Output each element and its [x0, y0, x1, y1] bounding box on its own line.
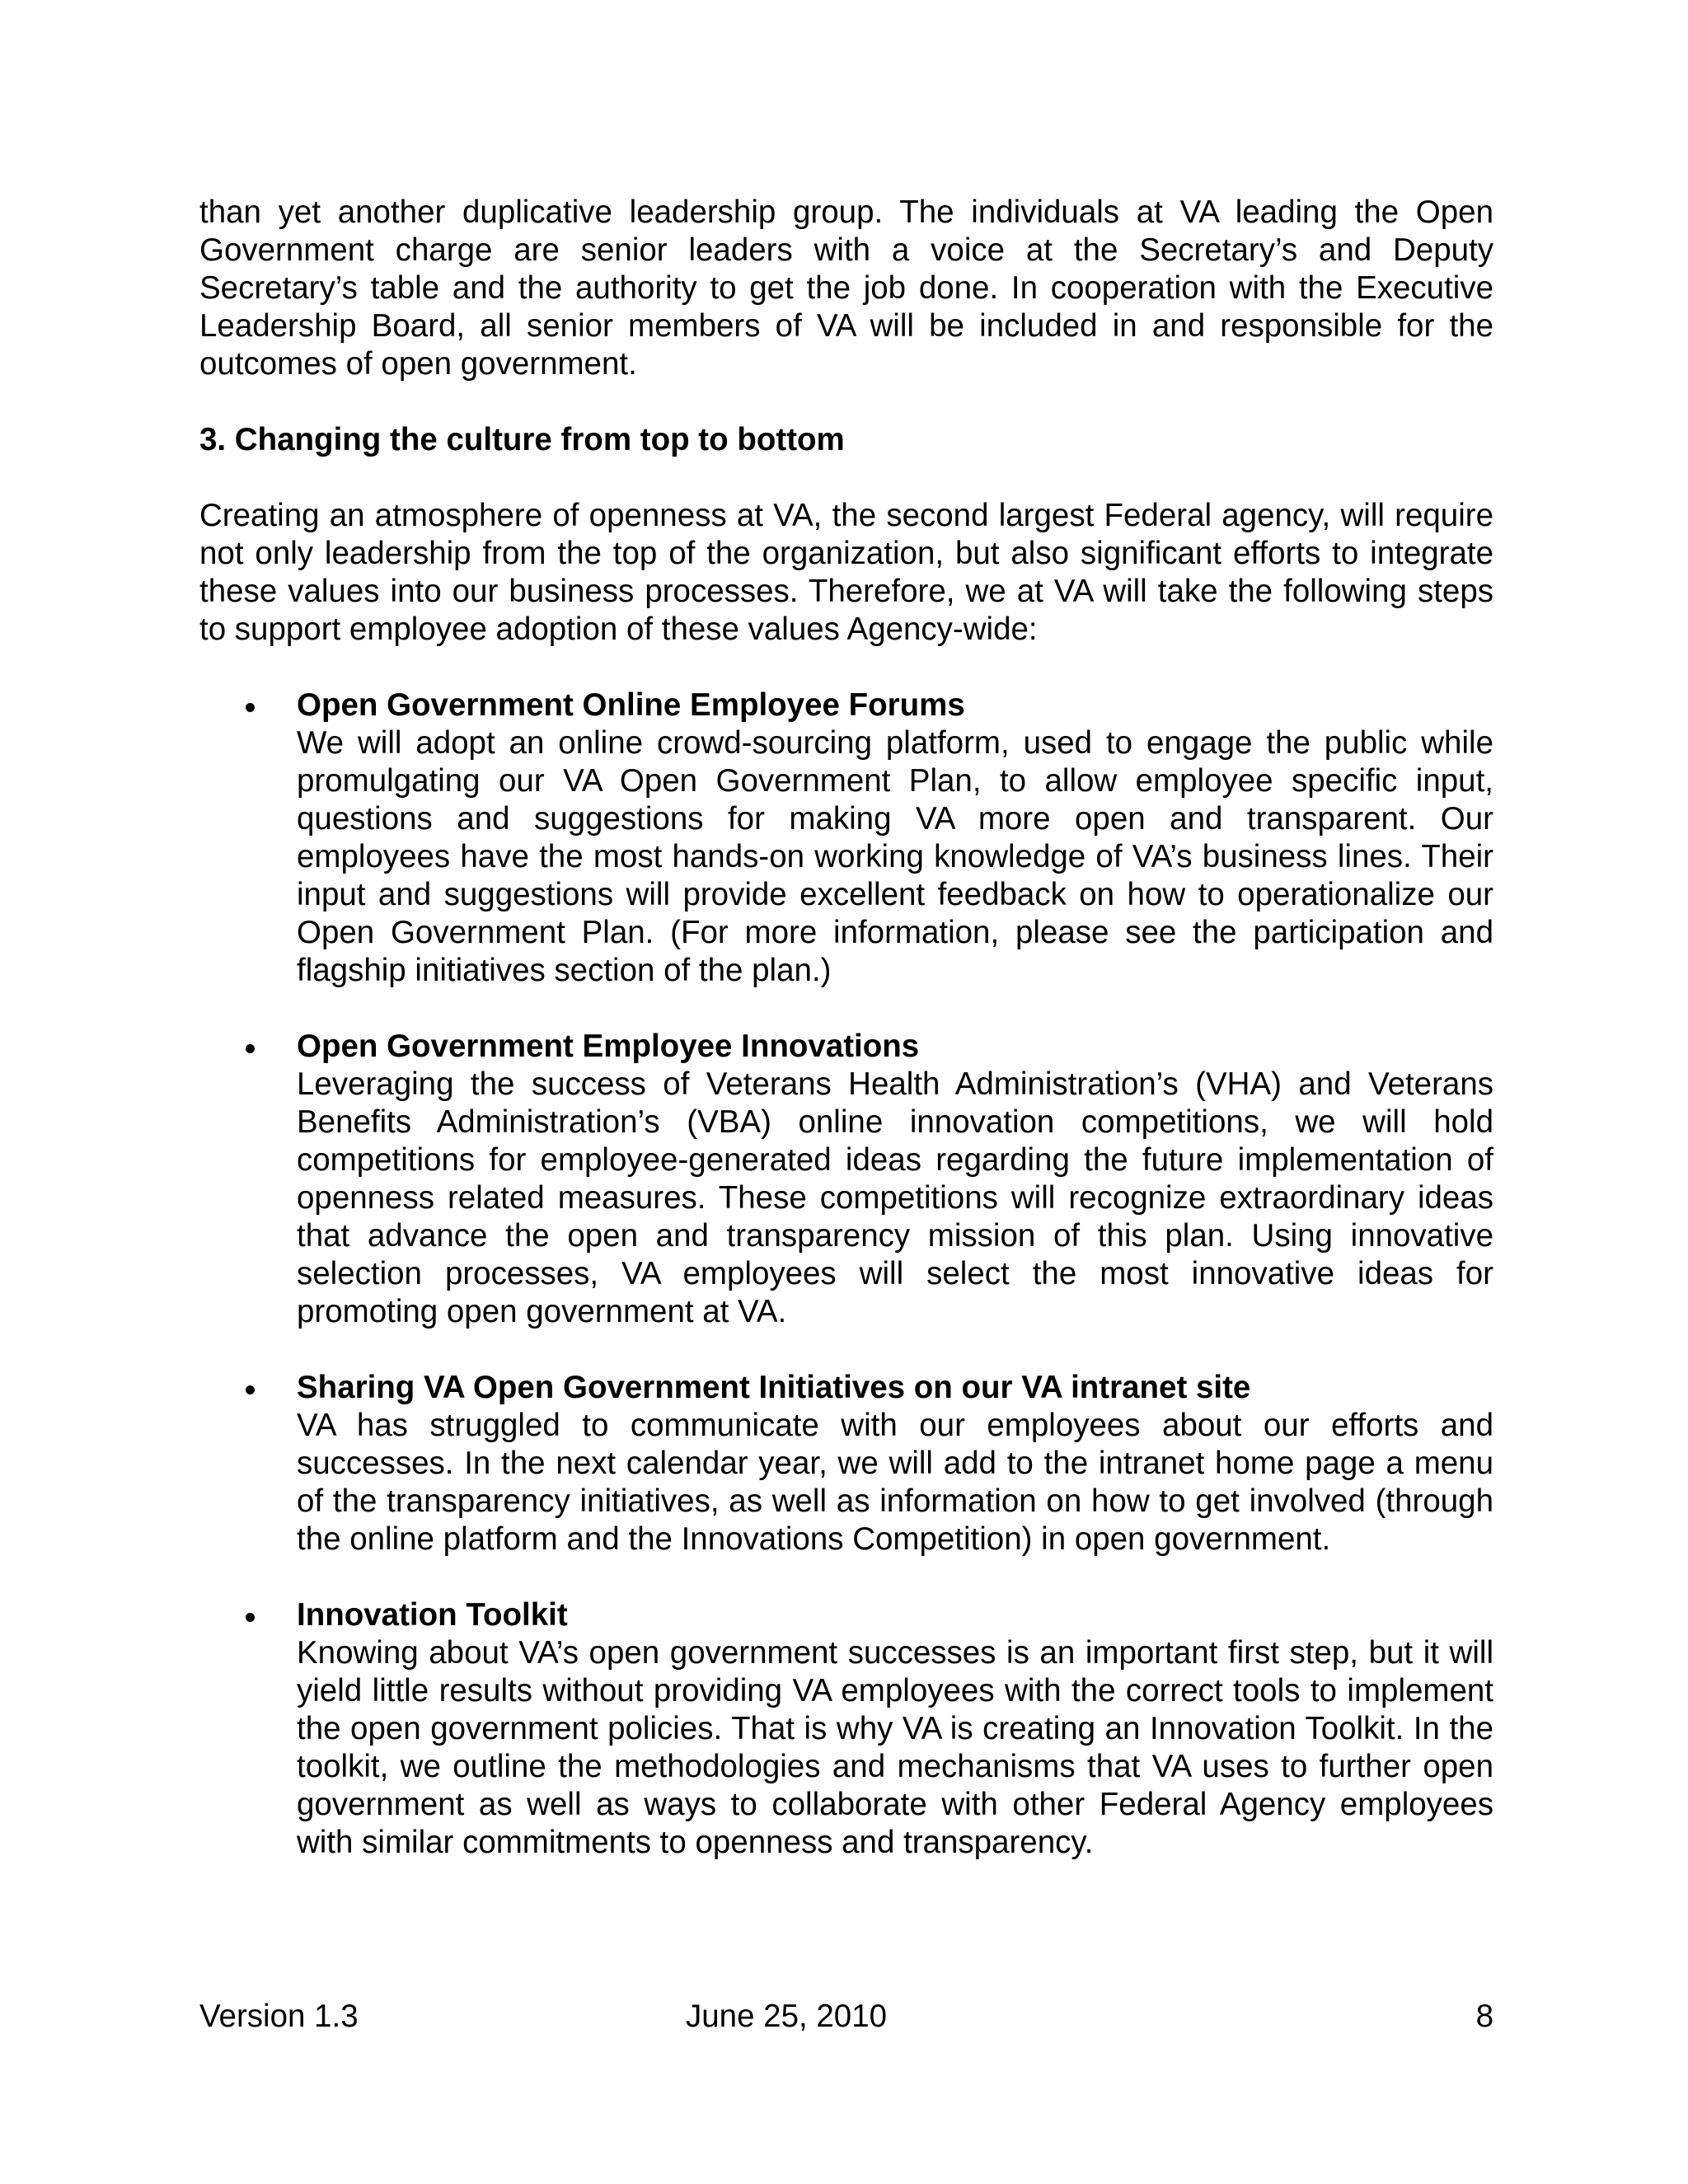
- spacer: [199, 459, 1493, 497]
- list-item: [199, 1369, 1493, 1558]
- document-page: [199, 194, 1493, 1900]
- spacer: [199, 383, 1493, 421]
- intro-paragraph: than yet another duplicative leadership group. The individuals at VA leading the Open Government charge are senior leaders with a voice at the Secretary’s and Deputy Secretary’s table and the authority to get the job done. In cooperation with the Executive Leadership Board, all senior members of VA will be included in and responsible for the outcomes of open government.: [199, 194, 1493, 382]
- list-item-body: We will adopt an online crowd-sourcing platform, used to engage the public while promulgating our VA Open Government Plan, to allow employee specific input, questions and suggestions for making VA more open and transparent. Our employees have the most hands-on working knowledge of VA’s business lines. Their input and suggestions will provide excellent feedback on how to operationalize our Open Government Plan. (For more information, please see the participation and flagship initiatives section of the plan.): [297, 725, 1493, 988]
- bullet-icon: [246, 1613, 255, 1622]
- footer-date: June 25, 2010: [686, 1999, 888, 2034]
- bullet-icon: [246, 1044, 255, 1053]
- list-item-title: Innovation Toolkit: [297, 1597, 568, 1633]
- list-item-title: Open Government Online Employee Forums: [297, 687, 965, 723]
- bullet-icon: [246, 1385, 255, 1394]
- list-item-title: Sharing VA Open Government Initiatives on our VA intranet site: [297, 1370, 1251, 1405]
- page-number: 8: [1475, 1999, 1493, 2034]
- page-footer: [199, 1998, 1493, 2036]
- list-item: [199, 687, 1493, 990]
- section-paragraph: Creating an atmosphere of openness at VA, the second largest Federal agency, will require not only leadership from the top of the organization, but also significant efforts to integrate these values into our business processes. Therefore, we at VA will take the following steps to support employee adoption of these values Agency-wide:: [199, 498, 1493, 647]
- section-heading: 3. Changing the culture from top to bottom: [199, 422, 845, 457]
- initiatives-list: [199, 687, 1493, 1862]
- list-item-title: Open Government Employee Innovations: [297, 1029, 920, 1064]
- footer-version: Version 1.3: [199, 1999, 359, 2034]
- list-item: [199, 1596, 1493, 1862]
- list-item-body: VA has struggled to communicate with our employees about our efforts and successes. In the next calendar year, we will add to the intranet home page a menu of the transparency initiatives, as well as information on how to get involved (through the online platform and the Innovations Competition) in open government.: [297, 1408, 1493, 1557]
- list-item-body: Leveraging the success of Veterans Health Administration’s (VHA) and Veterans Benefits Administration’s (VBA) online innovation competitions, we will hold competitions for employee-generated ideas regarding the future implementation of openness related measures. These competitions will recognize extraordinary ideas that advance the open and transparency mission of this plan. Using innovative selection processes, VA employees will select the most innovative ideas for promoting open government at VA.: [297, 1066, 1493, 1329]
- spacer: [199, 649, 1493, 687]
- list-item-body: Knowing about VA’s open government successes is an important first step, but it will yield little results without providing VA employees with the correct tools to implement the open government policies. That is why VA is creating an Innovation Toolkit. In the toolkit, we outline the methodologies and mechanisms that VA uses to further open government as well as ways to collaborate with other Federal Agency employees with similar commitments to openness and transparency.: [297, 1635, 1493, 1860]
- bullet-icon: [246, 703, 255, 712]
- list-item: [199, 1028, 1493, 1331]
